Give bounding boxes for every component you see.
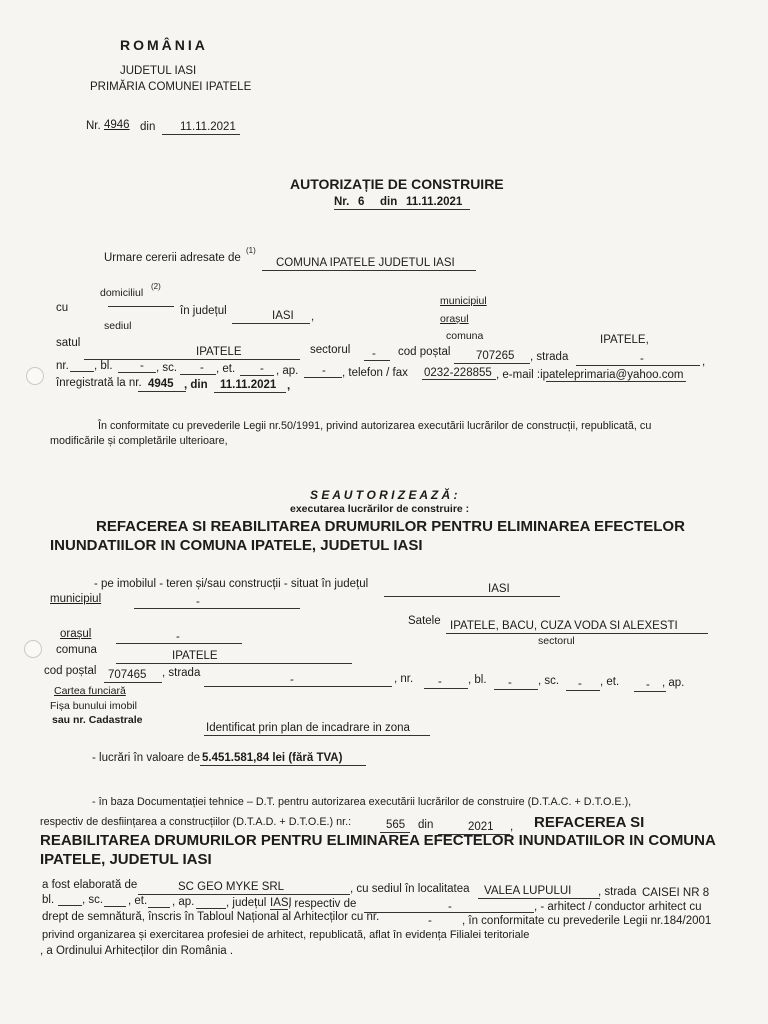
elaborated-et-line [148,907,170,908]
property-comuna-label: comuna [56,644,97,656]
title-din: din [380,196,398,208]
applicant-lead-sup: (1) [246,246,256,255]
elaborated-locality: VALEA LUPULUI [484,885,572,897]
comuna-label: comuna [446,330,484,342]
elaborated-arhitect: , - arhitect / conductor arhitect cu [534,901,702,913]
property-et-line [634,691,666,692]
documentation-line-2: respectiv de desființarea a construcțiilor (D.T.A.D. + D.T.O.E.) nr.: [40,816,352,828]
property-municipiul-label: municipiul [50,593,102,605]
property-lead: - pe imobilul - teren și/sau construcții - situat în județul [94,578,369,590]
inregistrata-label: înregistrată la nr. [56,377,142,389]
cu-label: cu [56,302,69,314]
header-country: ROMÂNIA [120,37,208,53]
et-line [240,375,274,376]
elaborated-resp-value: - [448,901,452,913]
header-city-hall: PRIMĂRIA COMUNEI IPATELE [90,81,252,93]
identificat-text: Identificat prin plan de incadrare in zona [206,722,410,734]
authorization-heading: S E A U T O R I Z E A Z Ă : [310,488,458,502]
email-text: , e-mail :ipateleprimaria@yahoo.com [496,369,684,381]
elaborated-bl: bl. [42,894,55,906]
elaborated-sc: , sc. [82,894,104,906]
domiciliul-sup: (2) [151,282,161,291]
doc-title-c: IPATELE, JUDETUL IASI [40,851,212,868]
property-nr-line [424,688,468,689]
municipiul-label: municipiul [440,295,487,307]
bl-value: - [140,360,144,372]
elaborated-sediul: , cu sediul în localitatea [350,883,470,895]
property-bl-line [494,689,538,690]
title-nr: 6 [358,196,365,208]
elaborated-et: , et. [128,895,148,907]
sector-value: - [372,348,376,360]
authorization-subheading: executarea lucrărilor de construire : [290,503,470,515]
elaborated-line-3-end: , în conformitate cu prevederile Legii nr.184/2001 [462,915,712,927]
email-line [546,381,686,382]
reg-date: 11.11.2021 [180,121,236,133]
property-bl-label: , bl. [468,674,487,686]
elaborated-tablou-nr: - [428,915,432,927]
property-et-label: , et. [600,676,620,688]
orasul-label: orașul [440,313,469,325]
telefon-value: 0232-228855 [424,367,492,379]
cartea-funciara-label: Cartea funciară [54,685,126,697]
sc-value: - [200,362,204,374]
punch-hole-bottom [24,640,42,658]
sc-line [180,374,216,375]
title-date: 11.11.2021 [406,196,463,208]
property-judet: IASI [488,583,510,595]
elaborated-respectiv: , respectiv de [288,898,357,910]
applicant-name-line [262,270,476,271]
property-strada-label: , strada [162,667,201,679]
inreg-number: 4945 [148,378,174,390]
reg-din: din [140,121,156,133]
elaborated-sc-line [104,906,126,907]
value-amount-line [200,765,366,766]
applicant-lead: Urmare cererii adresate de [104,252,241,264]
property-orasul-value: - [176,631,180,643]
doc-title-a: REFACEREA SI [534,814,645,831]
bl-line [118,372,156,373]
elaborated-locality-line [478,898,600,899]
property-sc-value: - [578,678,582,690]
et-value: - [260,363,264,375]
inreg-date-line [214,392,286,393]
works-line-1: REFACEREA SI REABILITAREA DRUMURILOR PENTRU ELIMINAREA EFECTELOR [96,518,685,535]
value-lead: - lucrări în valoare de [92,752,201,764]
inreg-number-line [138,391,186,392]
property-et-value: - [646,679,650,691]
in-judetul-label: în județul [180,305,227,317]
elaborated-ap: , ap. [172,896,195,908]
legal-line-1: În conformitate cu prevederile Legii nr.50/1991, privind autorizarea executării lucrărilor de construcții, republicată, cu [98,420,652,432]
telefon-line [422,379,496,380]
identificat-line [204,735,430,736]
property-cod-value: 707465 [108,669,147,681]
doc-title: AUTORIZAȚIE DE CONSTRUIRE [290,176,504,192]
property-cod-line [104,682,162,683]
property-cod-label: cod poștal [44,665,97,677]
elaborated-street: CAISEI NR 8 [642,887,710,899]
satele-line [446,633,708,634]
elaborated-line-5: , a Ordinului Arhitecților din România . [40,945,234,957]
reg-date-line [162,134,240,135]
cadastrale-label: sau nr. Cadastrale [52,714,143,726]
judet-comma: , [311,311,315,323]
reg-number: 4946 [104,119,130,131]
property-municipiul-value: - [196,596,200,608]
cod-postal-value: 707265 [476,350,515,362]
cu-line [108,306,174,307]
reg-prefix: Nr. [86,120,101,132]
domiciliul-label: domiciliul [100,287,144,299]
elaborated-line-4: privind organizarea și exercitarea profesiei de arhitect, republicată, aflat în evidența Filialei teritoriale [42,929,530,941]
property-municipiul-line [134,608,300,609]
ap-label: , ap. [276,365,299,377]
property-sc-label: , sc. [538,675,560,687]
documentation-line-1: - în baza Documentației tehnice – D.T. pentru autorizarea executării lucrărilor de construire (D.T.A.C. + D.T.O.E.), [92,796,632,808]
title-nr-label: Nr. [334,196,350,208]
et-label: , et. [216,363,236,375]
doc-din: din [418,819,434,831]
satul-value: IPATELE [196,346,242,358]
strada-line [576,365,700,366]
inreg-date: 11.11.2021 [220,379,277,391]
doc-comma: , [510,821,514,833]
property-comuna-line [116,663,352,664]
bl-label: , bl. [94,360,113,372]
elaborated-lead: a fost elaborată de [42,879,138,891]
sc-label: , sc. [156,362,178,374]
inreg-din: , din [184,379,208,391]
cod-postal-label: cod poștal [398,346,451,358]
satele-label: Satele [408,615,441,627]
property-nr-value: - [438,676,442,688]
elaborated-judetul: , județul [226,897,267,909]
applicant-name: COMUNA IPATELE JUDETUL IASI [276,257,455,269]
satul-label: satul [56,337,81,349]
strada-label: , strada [530,351,569,363]
elaborated-bl-line [58,905,82,906]
cod-postal-line [454,363,530,364]
nr-line [70,371,94,372]
property-strada-line [204,686,392,687]
satul-line [84,359,300,360]
elaborated-resp-line [364,912,534,913]
fisa-label: Fișa bunului imobil [50,700,137,712]
strada-comma: , [702,356,706,368]
judet-value: IASI [272,310,294,322]
property-judet-line [384,596,560,597]
elaborated-company: SC GEO MYKE SRL [178,881,285,893]
elaborated-strada: , strada [598,886,637,898]
property-sectorul-label: sectorul [538,635,575,647]
property-ap-label: , ap. [662,677,685,689]
elaborated-company-line [138,894,350,895]
value-amount: 5.451.581,84 lei (fără TVA) [202,752,343,764]
property-nr-label: , nr. [394,673,414,685]
property-bl-value: - [508,677,512,689]
nr-label: nr. [56,360,69,372]
property-comuna-value: IPATELE [172,650,218,662]
title-underline [334,209,470,210]
comuna-value: IPATELE, [600,334,649,346]
doc-year: 2021 [468,821,494,833]
sector-line [364,360,390,361]
header-county: JUDETUL IASI [120,65,197,77]
property-sc-line [566,690,600,691]
elaborated-judet: IASI [270,897,292,909]
strada-value: - [640,353,644,365]
satele-value: IPATELE, BACU, CUZA VODA SI ALEXESTI [450,620,678,632]
punch-hole-top [26,367,44,385]
telefon-label: , telefon / fax [342,367,408,379]
sediul-label: sediul [104,320,132,332]
sectorul-label: sectorul [310,344,351,356]
inreg-comma: , [287,380,291,392]
doc-number: 565 [386,819,406,831]
ap-line [304,377,342,378]
legal-line-2: modificările și completările ulterioare, [50,435,228,447]
property-orasul-line [116,643,242,644]
elaborated-line-3: drept de semnătură, înscris în Tabloul Național al Arhitecților cu nr. [42,911,380,923]
elaborated-ap-line [196,908,226,909]
ap-value: - [322,365,326,377]
judet-line [232,323,310,324]
doc-title-b: REABILITAREA DRUMURILOR PENTRU ELIMINAREA EFECTELOR INUNDATIILOR IN COMUNA [40,832,716,849]
works-line-2: INUNDATIILOR IN COMUNA IPATELE, JUDETUL IASI [50,537,423,554]
property-orasul-label: orașul [60,628,92,640]
property-strada-value: - [290,674,294,686]
